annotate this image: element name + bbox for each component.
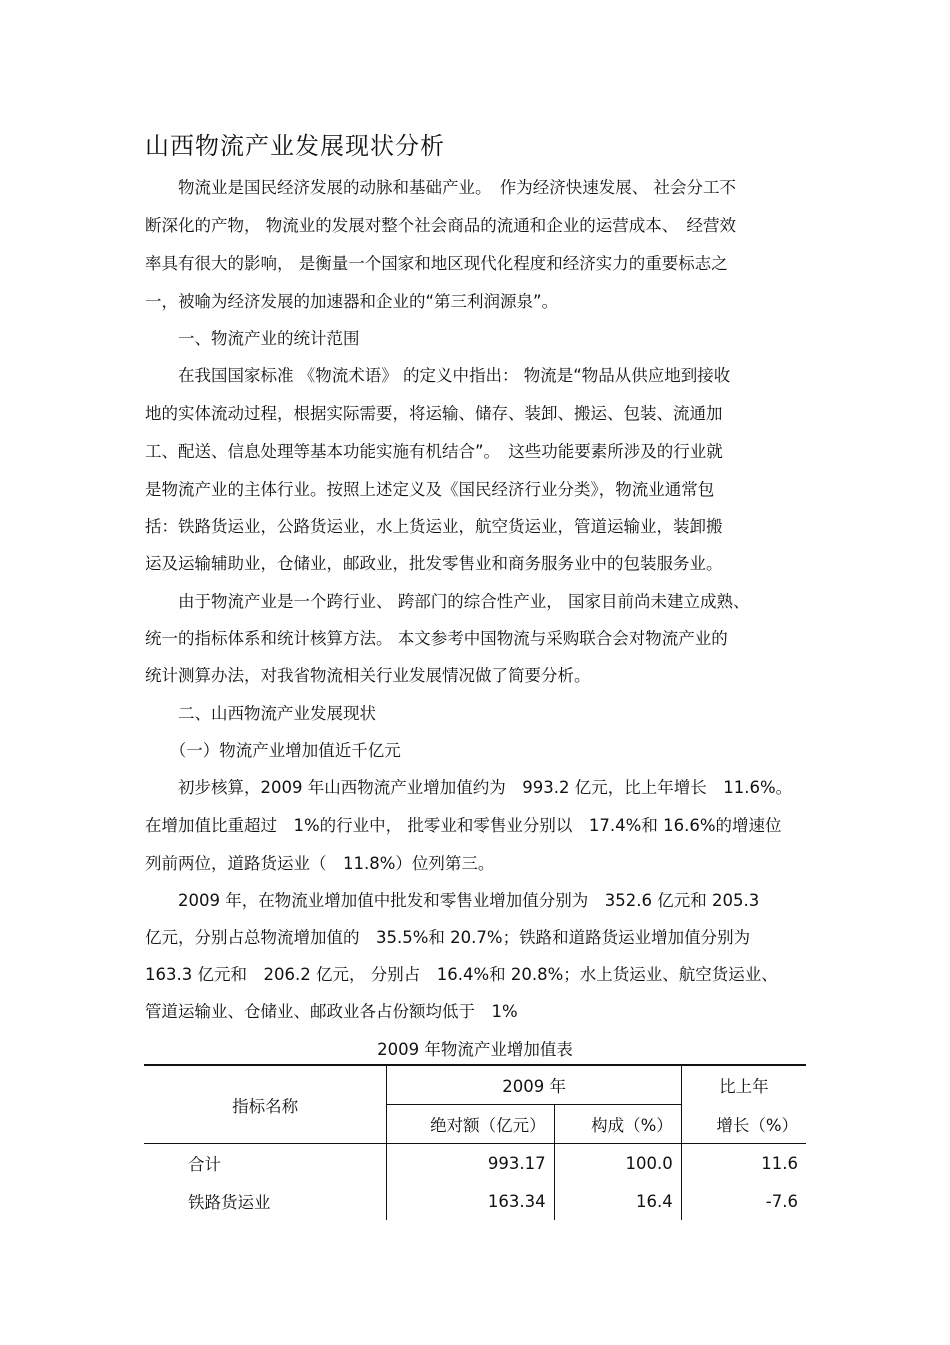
body-line: 地的实体流动过程，根据实际需要，将运输、储存、装卸、搬运、包装、流通加 [145, 404, 723, 423]
section-heading: 二、山西物流产业发展现状 [145, 704, 376, 723]
col-header-abs: 绝对额（亿元） [387, 1105, 554, 1144]
body-line: 率具有很大的影响， 是衡量一个国家和地区现代化程度和经济实力的重要标志之 [145, 254, 728, 273]
col-header-year: 2009 年 [387, 1065, 681, 1105]
table-row [144, 1182, 806, 1220]
col-header-name: 指标名称 [144, 1065, 387, 1144]
row-name: 铁路货运业 [144, 1182, 387, 1220]
page-title: 山西物流产业发展现状分析 [145, 132, 445, 160]
body-line: 是物流产业的主体行业。按照上述定义及《国民经济行业分类》，物流业通常包 [145, 480, 715, 499]
col-header-growth-top: 比上年 [681, 1065, 806, 1105]
table-caption: 2009 年物流产业增加值表 [377, 1040, 573, 1059]
table-row [144, 1144, 806, 1183]
body-line: 括：铁路货运业，公路货运业，水上货运业，航空货运业，管道运输业，装卸搬 [145, 517, 723, 536]
body-line: 统计测算办法，对我省物流相关行业发展情况做了简要分析。 [145, 666, 591, 685]
body-line: 由于物流产业是一个跨行业、 跨部门的综合性产业， 国家目前尚未建立成熟、 [145, 592, 750, 611]
row-share: 100.0 [554, 1144, 681, 1183]
body-line: 管道运输业、仓储业、邮政业各占份额均低于 1% [145, 1002, 518, 1021]
body-line: 163.3 亿元和 206.2 亿元， 分别占 16.4%和 20.8%；水上货运业、航空货运业、 [145, 965, 778, 984]
row-growth: -7.6 [765, 1191, 798, 1211]
body-line: 断深化的产物， 物流业的发展对整个社会商品的流通和企业的运营成本、 经营效 [145, 216, 736, 235]
body-line: 在我国国家标准 《物流术语》 的定义中指出： 物流是“物品从供应地到接收 [145, 366, 731, 385]
row-abs: 163.34 [387, 1182, 554, 1220]
col-header-growth-bottom: 增长（%） [681, 1105, 806, 1144]
body-line: 初步核算，2009 年山西物流产业增加值约为 993.2 亿元，比上年增长 11.6%。 [145, 778, 793, 797]
row-share: 16.4 [554, 1182, 681, 1220]
row-growth: 11.6 [761, 1153, 798, 1173]
body-line: 工、配送、信息处理等基本功能实施有机结合”。 这些功能要素所涉及的行业就 [145, 442, 723, 461]
body-line: 统一的指标体系和统计核算方法。 本文参考中国物流与采购联合会对物流产业的 [145, 629, 728, 648]
body-line: 亿元，分别占总物流增加值的 35.5%和 20.7%；铁路和道路货运业增加值分别为 [145, 928, 751, 947]
col-header-share: 构成（%） [554, 1105, 681, 1144]
body-line: 2009 年，在物流业增加值中批发和零售业增加值分别为 352.6 亿元和 205.3 [145, 891, 760, 910]
body-line: 列前两位，道路货运业（ 11.8%）位列第三。 [145, 854, 495, 873]
body-line: 在增加值比重超过 1%的行业中， 批零业和零售业分别以 17.4%和 16.6%的增速位 [145, 816, 782, 835]
row-name: 合计 [144, 1144, 387, 1183]
row-abs: 993.17 [387, 1144, 554, 1183]
body-line: 物流业是国民经济发展的动脉和基础产业。 作为经济快速发展、 社会分工不 [145, 178, 736, 197]
subsection-heading: （一）物流产业增加值近千亿元 [145, 741, 401, 760]
body-line: 运及运输辅助业，仓储业，邮政业，批发零售业和商务服务业中的包装服务业。 [145, 554, 723, 573]
body-line: 一，被喻为经济发展的加速器和企业的“第三利润源泉”。 [145, 292, 559, 311]
section-heading: 一、物流产业的统计范围 [145, 329, 360, 348]
stats-table [144, 1064, 806, 1220]
